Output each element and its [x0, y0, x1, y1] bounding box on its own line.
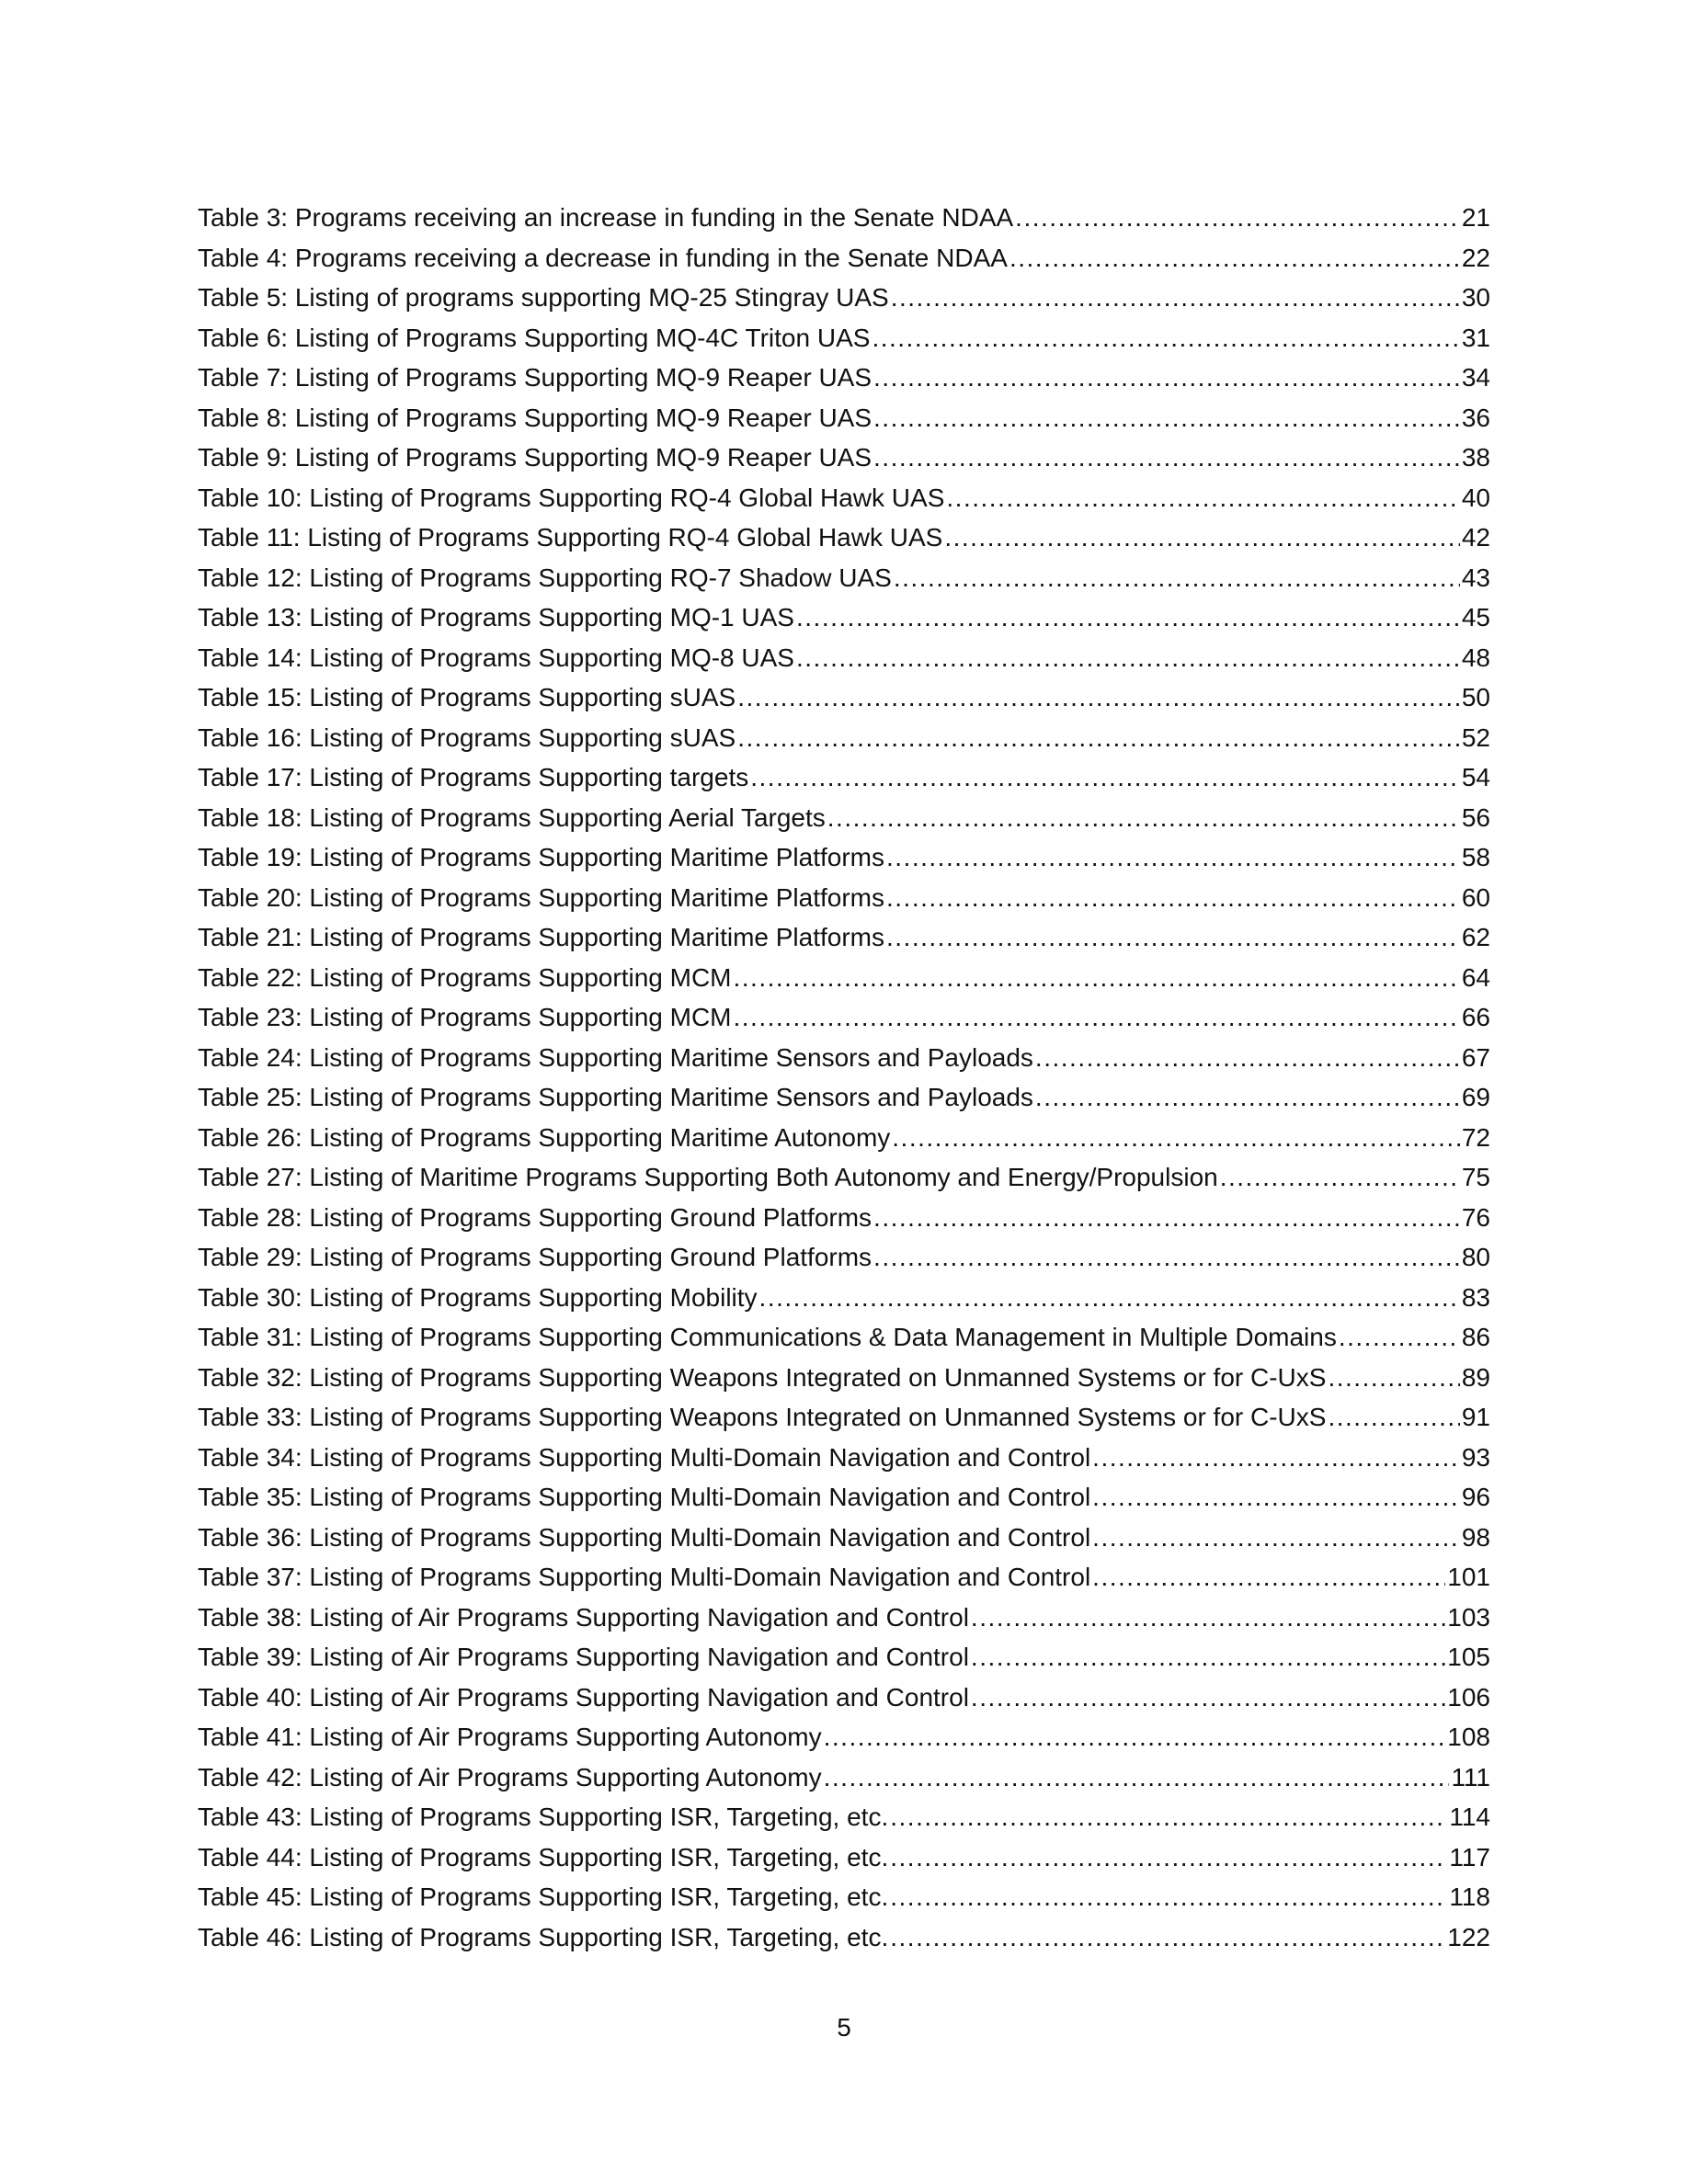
toc-entry-page-number: 34 [1461, 363, 1490, 392]
toc-entry-title: Table 40: Listing of Air Programs Supporting Navigation and Control [198, 1682, 969, 1712]
toc-entry[interactable] [198, 278, 1490, 318]
toc-entry-page-number: 91 [1461, 1403, 1490, 1431]
toc-entry[interactable] [198, 1278, 1490, 1318]
toc-entry[interactable] [198, 1557, 1490, 1598]
toc-entry-title: Table 10: Listing of Programs Supporting RQ-4 Global Hawk UAS [198, 483, 945, 512]
toc-entry[interactable] [198, 1877, 1490, 1917]
toc-entry-title: Table 45: Listing of Programs Supporting ISR, Targeting, etc. [198, 1883, 889, 1911]
dot-leader [827, 798, 1460, 838]
toc-entry-title: Table 27: Listing of Maritime Programs Supporting Both Autonomy and Energy/Propulsion [198, 1163, 1218, 1191]
toc-entry-title: Table 28: Listing of Programs Supporting Ground Platforms [198, 1202, 873, 1232]
toc-entry-page-number: 101 [1447, 1563, 1490, 1591]
toc-entry[interactable] [198, 1598, 1490, 1638]
toc-entry[interactable] [198, 1797, 1490, 1837]
dot-leader [873, 1237, 1460, 1278]
toc-entry[interactable] [198, 1237, 1490, 1278]
toc-entry-page-number: 21 [1461, 203, 1490, 232]
dot-leader [1035, 1077, 1460, 1118]
toc-entry-title: Table 7: Listing of Programs Supporting MQ-9 Reaper UAS [198, 363, 873, 392]
toc-entry-title: Table 46: Listing of Programs Supporting ISR, Targeting, etc. [198, 1922, 889, 1951]
toc-entry-page-number: 114 [1449, 1803, 1490, 1831]
toc-entry[interactable] [198, 1397, 1490, 1438]
toc-entry-title: Table 14: Listing of Programs Supporting MQ-8 UAS [198, 643, 794, 672]
toc-entry-page-number: 76 [1461, 1202, 1490, 1232]
toc-entry-title: Table 31: Listing of Programs Supporting Communications & Data Management in Multiple Domains [198, 1323, 1337, 1351]
toc-entry-page-number: 103 [1447, 1602, 1490, 1632]
toc-entry[interactable] [198, 358, 1490, 398]
toc-entry-title: Table 34: Listing of Programs Supporting Multi-Domain Navigation and Control [198, 1442, 1091, 1472]
toc-entry[interactable] [198, 1637, 1490, 1678]
toc-entry[interactable] [198, 1917, 1490, 1958]
toc-entry[interactable] [198, 677, 1490, 718]
toc-entry-page-number: 117 [1449, 1842, 1490, 1871]
dot-leader [750, 757, 1460, 798]
toc-entry-page-number: 64 [1461, 962, 1490, 992]
dot-leader [944, 518, 1460, 558]
toc-entry-page-number: 31 [1461, 323, 1490, 352]
dot-leader [1339, 1317, 1460, 1358]
toc-entry-page-number: 106 [1447, 1682, 1490, 1712]
toc-entry-title: Table 35: Listing of Programs Supporting Multi-Domain Navigation and Control [198, 1483, 1091, 1511]
toc-entry[interactable] [198, 1157, 1490, 1198]
toc-entry[interactable] [198, 718, 1490, 758]
toc-entry-title: Table 44: Listing of Programs Supporting ISR, Targeting, etc. [198, 1842, 889, 1871]
toc-entry[interactable] [198, 638, 1490, 678]
toc-entry-title: Table 4: Programs receiving a decrease in funding in the Senate NDAA [198, 243, 1008, 272]
toc-entry[interactable] [198, 478, 1490, 518]
toc-entry-page-number: 93 [1461, 1442, 1490, 1472]
dot-leader [824, 1717, 1446, 1757]
toc-entry-page-number: 22 [1461, 243, 1490, 272]
toc-entry-title: Table 21: Listing of Programs Supporting Maritime Platforms [198, 923, 884, 951]
toc-entry-page-number: 67 [1461, 1042, 1490, 1072]
toc-entry-title: Table 20: Listing of Programs Supporting Maritime Platforms [198, 882, 884, 912]
dot-leader [892, 1118, 1460, 1158]
dot-leader [1220, 1157, 1460, 1198]
toc-entry-title: Table 32: Listing of Programs Supporting Weapons Integrated on Unmanned Systems or for C-UxS [198, 1362, 1327, 1392]
toc-entry-page-number: 80 [1461, 1243, 1490, 1271]
toc-entry-title: Table 19: Listing of Programs Supporting Maritime Platforms [198, 843, 884, 871]
toc-entry-title: Table 30: Listing of Programs Supporting Mobility [198, 1282, 758, 1312]
toc-entry[interactable] [198, 1118, 1490, 1158]
dot-leader [873, 398, 1460, 438]
toc-entry[interactable] [198, 518, 1490, 558]
toc-entry-page-number: 40 [1461, 483, 1490, 512]
dot-leader [946, 478, 1459, 518]
toc-entry[interactable] [198, 1717, 1490, 1757]
toc-entry[interactable] [198, 597, 1490, 638]
toc-entry[interactable] [198, 1038, 1490, 1078]
toc-entry-title: Table 23: Listing of Programs Supporting MCM [198, 1003, 732, 1031]
toc-entry-page-number: 83 [1461, 1282, 1490, 1312]
toc-entry-title: Table 33: Listing of Programs Supporting Weapons Integrated on Unmanned Systems or for C-UxS [198, 1403, 1327, 1431]
toc-entry-title: Table 13: Listing of Programs Supporting MQ-1 UAS [198, 603, 794, 631]
dot-leader [737, 677, 1460, 718]
toc-entry[interactable] [198, 1198, 1490, 1238]
toc-entry-page-number: 54 [1461, 763, 1490, 791]
toc-entry-title: Table 18: Listing of Programs Supporting Aerial Targets [198, 802, 826, 832]
toc-entry[interactable] [198, 1837, 1490, 1878]
toc-entry-page-number: 98 [1461, 1522, 1490, 1552]
toc-entry-title: Table 15: Listing of Programs Supporting sUAS [198, 683, 736, 711]
toc-entry[interactable] [198, 398, 1490, 438]
toc-entry-page-number: 48 [1461, 643, 1490, 672]
dot-leader [824, 1757, 1450, 1798]
toc-entry-title: Table 3: Programs receiving an increase in funding in the Senate NDAA [198, 203, 1014, 232]
dot-leader [1092, 1477, 1460, 1518]
dot-leader [872, 318, 1459, 358]
toc-entry-page-number: 56 [1461, 802, 1490, 832]
dot-leader [734, 997, 1460, 1038]
toc-entry-title: Table 43: Listing of Programs Supporting ISR, Targeting, etc. [198, 1803, 889, 1831]
dot-leader [890, 1797, 1447, 1837]
dot-leader [759, 1278, 1460, 1318]
toc-entry[interactable] [198, 1358, 1490, 1398]
toc-entry-title: Table 26: Listing of Programs Supporting Maritime Autonomy [198, 1122, 891, 1152]
dot-leader [890, 1837, 1447, 1878]
toc-entry[interactable] [198, 798, 1490, 838]
toc-entry-page-number: 42 [1461, 523, 1490, 552]
toc-entry-page-number: 43 [1461, 563, 1490, 592]
toc-entry[interactable] [198, 997, 1490, 1038]
toc-entry-title: Table 6: Listing of Programs Supporting MQ-4C Triton UAS [198, 323, 871, 352]
list-of-tables [198, 198, 1490, 1957]
toc-entry-title: Table 41: Listing of Air Programs Supporting Autonomy [198, 1723, 822, 1751]
dot-leader [1092, 1518, 1460, 1558]
toc-entry[interactable] [198, 958, 1490, 998]
toc-entry-title: Table 12: Listing of Programs Supporting RQ-7 Shadow UAS [198, 563, 892, 592]
dot-leader [873, 438, 1460, 478]
dot-leader [886, 917, 1460, 958]
dot-leader [890, 1877, 1447, 1917]
toc-entry[interactable] [198, 1757, 1490, 1798]
toc-entry-title: Table 37: Listing of Programs Supporting Multi-Domain Navigation and Control [198, 1563, 1091, 1591]
dot-leader [886, 878, 1460, 918]
toc-entry-page-number: 89 [1461, 1362, 1490, 1392]
toc-entry[interactable] [198, 1317, 1490, 1358]
dot-leader [873, 358, 1460, 398]
toc-entry-title: Table 17: Listing of Programs Supporting targets [198, 763, 749, 791]
toc-entry[interactable] [198, 1678, 1490, 1718]
toc-entry-page-number: 38 [1461, 443, 1490, 472]
toc-entry[interactable] [198, 1477, 1490, 1518]
toc-entry-page-number: 62 [1461, 923, 1490, 951]
dot-leader [734, 958, 1460, 998]
toc-entry-title: Table 5: Listing of programs supporting MQ-25 Stingray UAS [198, 283, 889, 312]
dot-leader [894, 558, 1460, 598]
toc-entry-title: Table 25: Listing of Programs Supporting Maritime Sensors and Payloads [198, 1083, 1033, 1111]
toc-entry-title: Table 38: Listing of Air Programs Supporting Navigation and Control [198, 1602, 969, 1632]
dot-leader [1328, 1397, 1459, 1438]
toc-entry-page-number: 86 [1461, 1323, 1490, 1351]
toc-entry-page-number: 50 [1461, 683, 1490, 711]
toc-entry[interactable] [198, 917, 1490, 958]
toc-entry-page-number: 75 [1461, 1163, 1490, 1191]
toc-entry-title: Table 22: Listing of Programs Supporting MCM [198, 962, 732, 992]
toc-entry-title: Table 9: Listing of Programs Supporting MQ-9 Reaper UAS [198, 443, 873, 472]
toc-entry[interactable] [198, 198, 1490, 238]
dot-leader [1328, 1358, 1459, 1398]
toc-entry[interactable] [198, 438, 1490, 478]
toc-entry[interactable] [198, 878, 1490, 918]
toc-entry[interactable] [198, 837, 1490, 878]
toc-entry-page-number: 122 [1447, 1922, 1490, 1951]
dot-leader [1009, 238, 1460, 279]
dot-leader [890, 1917, 1445, 1958]
dot-leader [886, 837, 1460, 878]
toc-entry-title: Table 29: Listing of Programs Supporting Ground Platforms [198, 1243, 873, 1271]
dot-leader [796, 597, 1460, 638]
toc-entry-page-number: 60 [1461, 882, 1490, 912]
dot-leader [971, 1678, 1445, 1718]
page-number: 5 [837, 2013, 851, 2042]
toc-entry-page-number: 72 [1461, 1122, 1490, 1152]
toc-entry-title: Table 39: Listing of Air Programs Supporting Navigation and Control [198, 1643, 969, 1671]
toc-entry-page-number: 105 [1447, 1643, 1490, 1671]
dot-leader [971, 1598, 1445, 1638]
toc-entry-page-number: 45 [1461, 603, 1490, 631]
dot-leader [1092, 1557, 1445, 1598]
toc-entry-page-number: 52 [1461, 722, 1490, 752]
dot-leader [971, 1637, 1445, 1678]
toc-entry[interactable] [198, 238, 1490, 279]
toc-entry-page-number: 58 [1461, 843, 1490, 871]
toc-entry[interactable] [198, 757, 1490, 798]
toc-entry-page-number: 118 [1449, 1883, 1490, 1911]
toc-entry-page-number: 36 [1461, 403, 1490, 432]
toc-entry[interactable] [198, 318, 1490, 358]
toc-entry-title: Table 24: Listing of Programs Supporting Maritime Sensors and Payloads [198, 1042, 1033, 1072]
toc-entry-title: Table 42: Listing of Air Programs Supporting Autonomy [198, 1762, 822, 1792]
toc-entry[interactable] [198, 1077, 1490, 1118]
toc-entry-title: Table 36: Listing of Programs Supporting Multi-Domain Navigation and Control [198, 1522, 1091, 1552]
dot-leader [1015, 198, 1460, 238]
toc-entry[interactable] [198, 1518, 1490, 1558]
dot-leader [1035, 1038, 1460, 1078]
toc-entry-title: Table 8: Listing of Programs Supporting MQ-9 Reaper UAS [198, 403, 873, 432]
dot-leader [796, 638, 1460, 678]
toc-entry-page-number: 69 [1461, 1083, 1490, 1111]
toc-entry-page-number: 66 [1461, 1003, 1490, 1031]
toc-entry-title: Table 16: Listing of Programs Supporting sUAS [198, 722, 736, 752]
toc-entry[interactable] [198, 558, 1490, 598]
toc-entry-page-number: 96 [1461, 1483, 1490, 1511]
toc-entry-page-number: 111 [1451, 1762, 1490, 1792]
toc-entry-page-number: 30 [1461, 283, 1490, 312]
toc-entry-page-number: 108 [1447, 1723, 1490, 1751]
dot-leader [1092, 1438, 1460, 1478]
toc-entry-title: Table 11: Listing of Programs Supporting RQ-4 Global Hawk UAS [198, 523, 943, 552]
dot-leader [873, 1198, 1460, 1238]
dot-leader [737, 718, 1460, 758]
toc-entry[interactable] [198, 1438, 1490, 1478]
dot-leader [891, 278, 1460, 318]
